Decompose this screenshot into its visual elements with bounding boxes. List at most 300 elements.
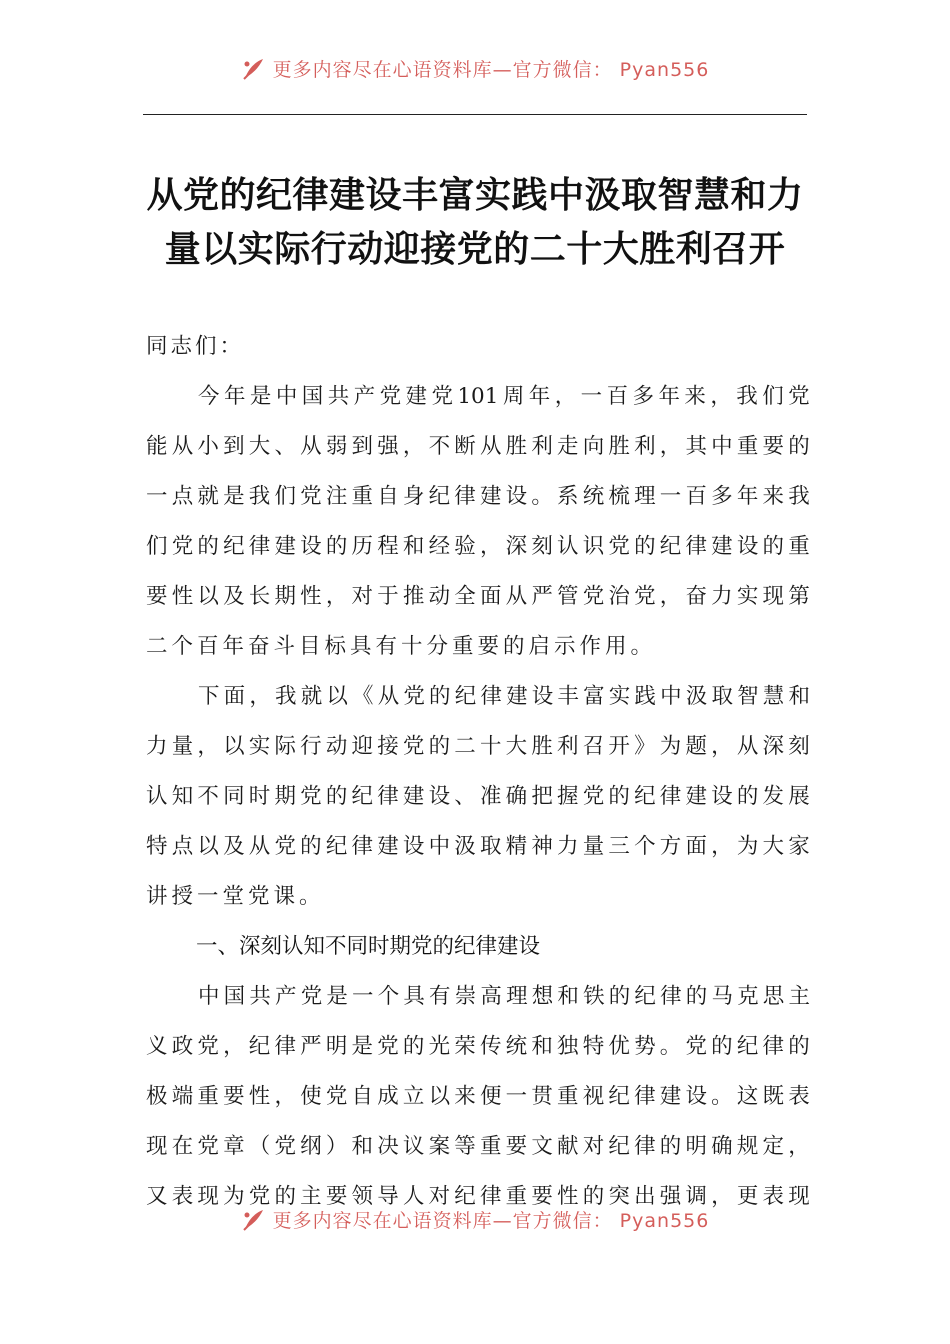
glyph: 设	[685, 1084, 707, 1109]
glyph: 极	[146, 1084, 168, 1109]
glyph: 利	[531, 434, 553, 459]
glyph: 性	[300, 584, 322, 609]
glyph: 识	[582, 534, 605, 559]
glyph: 党	[402, 734, 425, 759]
glyph: 的	[300, 834, 322, 859]
glyph: 视	[582, 1084, 605, 1109]
glyph: ，	[711, 734, 733, 759]
glyph: 实	[736, 584, 759, 609]
glyph: 强	[659, 1184, 682, 1209]
glyph: 党	[377, 1034, 399, 1059]
glyph: 于	[377, 584, 399, 609]
glyph: 系	[557, 484, 579, 509]
glyph: 献	[557, 1134, 579, 1159]
glyph: 我	[275, 684, 297, 709]
glyph: 实	[248, 734, 271, 759]
glyph: 律	[634, 1134, 656, 1159]
glyph: 又	[146, 1184, 168, 1209]
glyph: 认	[146, 784, 168, 809]
glyph: 议	[402, 1134, 425, 1159]
glyph: 纪	[248, 1034, 271, 1059]
glyph: 和	[788, 684, 810, 709]
glyph: 一	[146, 484, 168, 509]
glyph: 为	[223, 1184, 245, 1209]
glyph: 中	[711, 434, 733, 459]
glyph: ，	[223, 1034, 245, 1059]
glyph: 律	[480, 684, 502, 709]
paragraph-line: 讲授一堂党课。	[146, 884, 325, 909]
glyph: 我	[248, 484, 271, 509]
glyph: 自	[351, 1084, 374, 1109]
glyph: 。	[659, 1034, 682, 1059]
glyph: 力	[146, 734, 168, 759]
glyph: 们	[762, 384, 784, 409]
glyph: 律	[659, 784, 682, 809]
glyph: 的	[788, 1034, 810, 1059]
glyph: 纪	[351, 784, 374, 809]
glyph: 经	[428, 534, 451, 559]
glyph: 精	[505, 834, 528, 859]
glyph: 成	[377, 1084, 399, 1109]
glyph: 党	[197, 1134, 219, 1159]
glyph: 时	[248, 784, 271, 809]
glyph: 一	[659, 484, 682, 509]
glyph: 们	[274, 484, 296, 509]
glyph: 际	[274, 734, 296, 759]
glyph: 身	[402, 484, 425, 509]
glyph: 丰	[557, 684, 579, 709]
glyph: 的	[608, 784, 630, 809]
glyph: 期	[274, 584, 296, 609]
glyph: 现	[146, 1134, 168, 1159]
glyph: 我	[788, 484, 810, 509]
glyph: 迎	[351, 734, 374, 759]
glyph: 要	[146, 584, 168, 609]
glyph: 导	[377, 1184, 399, 1209]
glyph: 案	[428, 1134, 451, 1159]
glyph: 党	[274, 834, 296, 859]
glyph: 重	[479, 1134, 502, 1159]
glyph: 胜	[505, 434, 528, 459]
glyph: 性	[557, 1184, 579, 1209]
glyph: 从	[171, 434, 194, 459]
glyph: 其	[685, 434, 707, 459]
glyph: 为	[736, 834, 759, 859]
glyph: 章	[223, 1134, 245, 1159]
glyph: 召	[582, 734, 605, 759]
glyph: 光	[428, 1034, 451, 1059]
glyph: 以	[326, 684, 348, 709]
glyph: 年	[223, 384, 246, 409]
glyph: 历	[351, 534, 374, 559]
glyph: 我	[736, 384, 758, 409]
glyph: 三	[608, 834, 630, 859]
glyph: 党	[300, 984, 323, 1009]
glyph: 101	[457, 384, 499, 409]
glyph: 要	[531, 1184, 553, 1209]
glyph: 对	[351, 584, 374, 609]
glyph: 党	[379, 384, 402, 409]
glyph: 百	[606, 384, 629, 409]
document-body	[146, 322, 810, 1222]
glyph: 建	[659, 1084, 682, 1109]
glyph: 《	[352, 684, 374, 709]
paragraph-line	[146, 1022, 810, 1072]
glyph: 的	[788, 434, 810, 459]
glyph: 今	[198, 384, 220, 409]
header-rule	[143, 114, 807, 115]
glyph: 要	[325, 1184, 348, 1209]
glyph: 点	[171, 834, 194, 859]
glyph: 利	[634, 434, 656, 459]
glyph: 党	[300, 784, 322, 809]
glyph: 这	[736, 1084, 759, 1109]
glyph: 重	[505, 1184, 528, 1209]
glyph: 重	[788, 534, 810, 559]
glyph: 纪	[608, 1134, 630, 1159]
glyph: 律	[685, 534, 707, 559]
glyph: 的	[428, 734, 451, 759]
glyph: 中	[275, 384, 298, 409]
glyph: 取	[711, 684, 733, 709]
glyph: 势	[634, 1034, 656, 1059]
glyph: 慧	[762, 684, 785, 709]
glyph: 实	[608, 684, 631, 709]
glyph: 共	[249, 984, 271, 1009]
glyph: 们	[146, 534, 168, 559]
glyph: 性	[171, 584, 194, 609]
glyph: 大	[248, 434, 271, 459]
glyph: ，	[711, 834, 733, 859]
glyph: ，	[249, 684, 271, 709]
glyph: 设	[711, 784, 733, 809]
glyph: 。	[711, 1084, 733, 1109]
glyph: 中	[660, 684, 682, 709]
glyph: 使	[300, 1084, 322, 1109]
paragraph-line	[146, 1072, 810, 1122]
glyph: 个	[377, 984, 400, 1009]
glyph: 走	[557, 434, 579, 459]
paragraph-line	[146, 672, 810, 722]
glyph: 在	[171, 1134, 194, 1159]
glyph: 和	[557, 984, 579, 1009]
glyph: ，	[197, 734, 219, 759]
paragraph-line	[146, 372, 810, 422]
glyph: 出	[634, 1184, 656, 1209]
glyph: 设	[505, 484, 528, 509]
glyph: 建	[685, 784, 707, 809]
glyph: 明	[685, 1134, 707, 1159]
watermark-text: 更多内容尽在心语资料库—官方微信： Pyan556	[272, 1210, 710, 1232]
glyph: 就	[300, 684, 323, 709]
glyph: 国	[223, 984, 246, 1009]
glyph: 党	[788, 384, 810, 409]
glyph: 动	[325, 734, 348, 759]
glyph: 从	[377, 684, 400, 709]
glyph: 小	[197, 434, 219, 459]
glyph: 要	[223, 1084, 245, 1109]
glyph: 崇	[454, 984, 477, 1009]
glyph: 汲	[685, 684, 708, 709]
glyph: 荣	[454, 1034, 476, 1059]
glyph: 规	[736, 1134, 759, 1159]
glyph: 来	[762, 484, 785, 509]
glyph: 特	[146, 834, 168, 859]
glyph: 产	[275, 984, 297, 1009]
glyph: 既	[762, 1084, 785, 1109]
glyph: 不	[197, 784, 219, 809]
glyph: 取	[479, 834, 502, 859]
glyph: 纪	[428, 484, 451, 509]
glyph: 的	[402, 1034, 425, 1059]
glyph: 的	[608, 984, 631, 1009]
title-line-1: 从党的纪律建设丰富实践中汲取智慧和力	[146, 174, 804, 216]
glyph: 的	[685, 984, 708, 1009]
glyph: ，	[479, 534, 502, 559]
paragraph-line	[146, 772, 810, 822]
glyph: 周	[502, 384, 525, 409]
glyph: 就	[197, 484, 219, 509]
glyph: 设	[402, 834, 425, 859]
glyph: 不	[428, 434, 451, 459]
glyph: 重	[557, 1084, 579, 1109]
glyph: 是	[326, 984, 348, 1009]
glyph: 理	[506, 984, 528, 1009]
glyph: 建	[711, 534, 733, 559]
glyph: 建	[274, 534, 296, 559]
glyph: 认	[557, 534, 579, 559]
glyph: 智	[737, 684, 759, 709]
glyph: 是	[223, 484, 245, 509]
glyph: 产	[353, 384, 376, 409]
paragraph-2	[146, 672, 810, 922]
glyph: 量	[171, 734, 194, 759]
glyph: 来	[454, 1084, 476, 1109]
glyph: 律	[377, 784, 399, 809]
glyph: 设	[300, 534, 322, 559]
paragraph-line: 二个百年奋斗目标具有十分重要的启示作用。	[146, 634, 657, 659]
glyph: 思	[762, 984, 785, 1009]
glyph: 十	[479, 734, 502, 759]
glyph: 全	[454, 584, 476, 609]
glyph: 建	[405, 384, 428, 409]
glyph: 独	[557, 1034, 579, 1059]
glyph: 律	[660, 984, 682, 1009]
glyph: 纪	[454, 1184, 476, 1209]
glyph: 梳	[608, 484, 630, 509]
glyph: 严	[300, 1034, 322, 1059]
glyph: 铁	[583, 984, 605, 1009]
glyph: 大	[505, 734, 528, 759]
glyph: 设	[428, 784, 451, 809]
title-line-2: 量以实际行动迎接党的二十大胜利召开	[164, 228, 786, 270]
glyph: 为	[659, 734, 682, 759]
glyph: ，	[402, 434, 425, 459]
glyph: 纪	[659, 534, 682, 559]
glyph: 立	[402, 1084, 425, 1109]
paragraph-line	[146, 822, 810, 872]
glyph: 党	[274, 1134, 296, 1159]
glyph: 党	[608, 534, 630, 559]
glyph: 刻	[788, 734, 810, 759]
glyph: 的	[582, 1184, 605, 1209]
glyph: 的	[634, 534, 656, 559]
glyph: 党	[634, 584, 656, 609]
glyph: 和	[402, 534, 425, 559]
glyph: 年	[658, 384, 680, 409]
glyph: 下	[198, 684, 220, 709]
glyph: 想	[531, 984, 554, 1009]
glyph: 到	[351, 434, 374, 459]
glyph: 对	[582, 1134, 605, 1159]
glyph: 程	[377, 534, 399, 559]
glyph: 管	[557, 584, 579, 609]
paragraph-line	[146, 1122, 810, 1172]
glyph: 的	[197, 534, 219, 559]
glyph: 纪	[634, 984, 656, 1009]
glyph: 从	[505, 584, 528, 609]
glyph: 深	[762, 734, 785, 759]
glyph: 党	[248, 1184, 271, 1209]
glyph: 党	[582, 784, 605, 809]
glyph: 是	[249, 384, 272, 409]
glyph: 设	[531, 684, 554, 709]
glyph: 严	[531, 584, 553, 609]
glyph: 党	[431, 384, 453, 409]
glyph: 多	[711, 484, 733, 509]
glyph: 传	[479, 1034, 502, 1059]
glyph: 从	[736, 734, 759, 759]
glyph: 弱	[325, 434, 348, 459]
glyph: 律	[274, 1034, 296, 1059]
glyph: 统	[505, 1034, 528, 1059]
glyph: 到	[223, 434, 245, 459]
glyph: 调	[685, 1184, 707, 1209]
glyph: 文	[531, 1134, 553, 1159]
glyph: 现	[197, 1184, 219, 1209]
glyph: 力	[557, 834, 579, 859]
glyph: 断	[454, 434, 476, 459]
glyph: 表	[762, 1184, 785, 1209]
glyph: 纪	[325, 834, 348, 859]
glyph: 多	[632, 384, 655, 409]
glyph: 律	[479, 1184, 502, 1209]
glyph: 一	[580, 384, 603, 409]
glyph: 纪	[634, 784, 656, 809]
glyph: 政	[171, 1034, 194, 1059]
glyph: 点	[171, 484, 194, 509]
glyph: 主	[300, 1184, 322, 1209]
glyph: 。	[531, 484, 553, 509]
glyph: 要	[505, 1134, 528, 1159]
glyph: 纪	[608, 1084, 630, 1109]
glyph: 一	[352, 984, 374, 1009]
glyph: 表	[788, 1084, 810, 1109]
feather-logo-icon	[241, 1207, 267, 1233]
glyph: 党	[325, 1084, 348, 1109]
paragraph-line	[146, 572, 810, 622]
glyph: 一	[505, 1084, 528, 1109]
glyph: 和	[351, 1134, 374, 1159]
glyph: 面	[479, 584, 502, 609]
glyph: ，	[274, 1084, 296, 1109]
glyph: 中	[198, 984, 220, 1009]
glyph: 同	[223, 784, 245, 809]
glyph: 把	[531, 784, 553, 809]
glyph: 确	[711, 1134, 733, 1159]
glyph: 国	[301, 384, 324, 409]
glyph: 年	[528, 384, 551, 409]
glyph: 年	[736, 484, 759, 509]
watermark-header	[0, 55, 950, 82]
glyph: 的	[325, 534, 348, 559]
glyph: ）	[325, 1134, 348, 1159]
glyph: 共	[327, 384, 350, 409]
glyph: 建	[479, 484, 502, 509]
glyph: ，	[788, 1134, 810, 1159]
glyph: 展	[788, 784, 810, 809]
glyph: 的	[659, 1134, 682, 1159]
glyph: 重	[736, 434, 759, 459]
glyph: 党	[300, 484, 322, 509]
glyph: 人	[402, 1184, 425, 1209]
glyph: 开	[608, 734, 630, 759]
glyph: 以	[223, 734, 245, 759]
glyph: 深	[505, 534, 528, 559]
glyph: 、	[454, 784, 476, 809]
glyph: 治	[608, 584, 630, 609]
glyph: 强	[377, 434, 399, 459]
glyph: 端	[171, 1084, 194, 1109]
glyph: 家	[788, 834, 810, 859]
glyph: 量	[582, 834, 605, 859]
glyph: 定	[762, 1134, 785, 1159]
glyph: 律	[454, 484, 476, 509]
glyph: 的	[429, 684, 451, 709]
glyph: （	[248, 1134, 271, 1159]
glyph: 、	[274, 434, 296, 459]
glyph: 重	[197, 1084, 219, 1109]
glyph: 等	[454, 1134, 476, 1159]
glyph: 注	[325, 484, 348, 509]
glyph: 以	[197, 834, 219, 859]
glyph: 理	[634, 484, 656, 509]
glyph: 马	[711, 984, 733, 1009]
glyph: 从	[479, 434, 502, 459]
glyph: 要	[762, 434, 785, 459]
glyph: 从	[248, 834, 271, 859]
glyph: 长	[248, 584, 271, 609]
salutation: 同志们：	[146, 334, 245, 359]
watermark-footer	[0, 1206, 950, 1233]
glyph: 验	[454, 534, 476, 559]
glyph: ，	[659, 434, 682, 459]
glyph: 领	[351, 1184, 374, 1209]
glyph: 党	[197, 1034, 219, 1059]
glyph: 的	[762, 534, 785, 559]
glyph: ，	[711, 1184, 733, 1209]
glyph: 律	[762, 1034, 785, 1059]
glyph: 现	[788, 1184, 810, 1209]
glyph: 纪	[223, 534, 245, 559]
glyph: 握	[557, 784, 579, 809]
paragraph-1	[146, 372, 810, 672]
glyph: 能	[146, 434, 168, 459]
paragraph-line	[146, 522, 810, 572]
paragraph-line	[146, 472, 810, 522]
glyph: 主	[788, 984, 810, 1009]
glyph: 知	[171, 784, 194, 809]
